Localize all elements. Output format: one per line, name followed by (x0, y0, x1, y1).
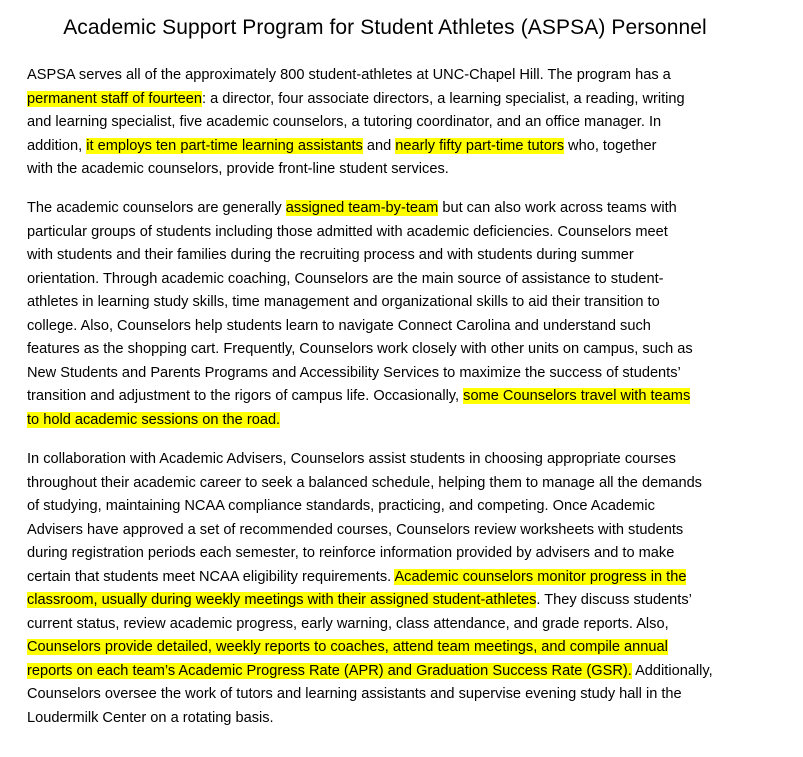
text-line (27, 244, 775, 268)
text-run: with the academic counselors, provide front-line student services. (27, 161, 449, 177)
highlighted-text: it employs ten part-time learning assistants (86, 137, 363, 154)
text-run: transition and adjustment to the rigors of campus life. Occasionally, (27, 388, 464, 404)
text-line (27, 495, 775, 519)
text-run: Additionally, (631, 662, 713, 679)
text-line (27, 385, 775, 409)
highlighted-text: Academic counselors monitor progress in the (394, 568, 687, 585)
text-run: Advisers have approved a set of recommended courses, Counselors review worksheets with students (27, 521, 684, 538)
text-run: and (362, 137, 396, 154)
highlighted-text: assigned team-by-team (285, 200, 439, 216)
text-line (27, 88, 775, 112)
paragraph-counselors (27, 197, 775, 432)
text-line (27, 338, 775, 362)
text-run: orientation. Through academic coaching, Counselors are the main source of assistance to student- (27, 270, 664, 287)
paragraph-collaboration (27, 448, 775, 730)
text-line (27, 660, 775, 684)
highlighted-text: Counselors provide detailed, weekly reports to coaches, attend team meetings, and compile annual (27, 639, 668, 655)
text-run: with students and their families during the recruiting process and with students during summer (27, 247, 634, 263)
text-line (27, 362, 775, 386)
text-run: addition, (27, 137, 87, 154)
text-line (27, 472, 775, 496)
text-line (27, 268, 775, 292)
text-line (27, 291, 775, 315)
highlighted-text: nearly fifty part-time tutors (395, 137, 564, 154)
text-run: The academic counselors are generally (27, 200, 286, 216)
text-line (27, 707, 775, 731)
text-line (27, 64, 775, 88)
text-run: certain that students meet NCAA eligibility requirements. (27, 568, 395, 585)
text-run: features as the shopping cart. Frequently, Counselors work closely with other units on campus, such as (27, 341, 693, 357)
text-line (27, 448, 775, 472)
text-run: Loudermilk Center on a rotating basis. (27, 709, 274, 726)
highlighted-text: permanent staff of fourteen (27, 90, 202, 107)
text-line (27, 566, 775, 590)
text-run: Counselors oversee the work of tutors and learning assistants and supervise evening study hall in the (27, 686, 682, 702)
text-run: In collaboration with Academic Advisers, Counselors assist students in choosing appropriate courses (27, 451, 676, 467)
text-run: during registration periods each semester, to reinforce information provided by advisers and to make (27, 545, 675, 561)
text-line (27, 315, 775, 339)
text-line (27, 613, 775, 637)
text-run: New Students and Parents Programs and Accessibility Services to maximize the success of students’ (27, 364, 681, 381)
text-run: of studying, maintaining NCAA compliance standards, practicing, and competing. Once Academic (27, 498, 655, 514)
page-title: Academic Support Program for Student Athletes (ASPSA) Personnel (63, 16, 707, 39)
text-run: athletes in learning study skills, time management and organizational skills to aid their transition to (27, 294, 660, 310)
text-line (27, 221, 775, 245)
text-run: particular groups of students including those admitted with academic deficiencies. Counselors meet (27, 223, 668, 240)
text-line (27, 589, 775, 613)
text-run: current status, review academic progress, early warning, class attendance, and grade reports. Also, (27, 615, 669, 632)
text-line (27, 135, 775, 159)
text-line (27, 197, 775, 221)
text-run: . They discuss students’ (536, 592, 692, 608)
text-run: ASPSA serves all of the approximately 800 student-athletes at UNC-Chapel Hill. The program has a (27, 67, 671, 83)
text-line (27, 683, 775, 707)
text-run: throughout their academic career to seek a balanced schedule, helping them to manage all the demands (27, 474, 702, 491)
text-line (27, 636, 775, 660)
text-line (27, 158, 775, 182)
text-line (27, 542, 775, 566)
text-run: : a director, four associate directors, a learning specialist, a reading, writing (201, 90, 685, 107)
text-run: and learning specialist, five academic counselors, a tutoring coordinator, and an office manager. In (27, 114, 662, 130)
highlighted-text: reports on each team’s Academic Progress Rate (APR) and Graduation Success Rate (GSR). (27, 662, 632, 679)
highlighted-text: classroom, usually during weekly meetings with their assigned student-athletes (27, 592, 537, 608)
text-line (27, 409, 775, 433)
highlighted-text: to hold academic sessions on the road. (27, 411, 281, 428)
highlighted-text: some Counselors travel with teams (463, 388, 691, 404)
text-run: college. Also, Counselors help students learn to navigate Connect Carolina and understand such (27, 317, 651, 334)
text-run: but can also work across teams with (438, 200, 677, 216)
text-line (27, 519, 775, 543)
text-run: who, together (564, 137, 657, 154)
paragraph-staff (27, 64, 775, 182)
text-line (27, 111, 775, 135)
